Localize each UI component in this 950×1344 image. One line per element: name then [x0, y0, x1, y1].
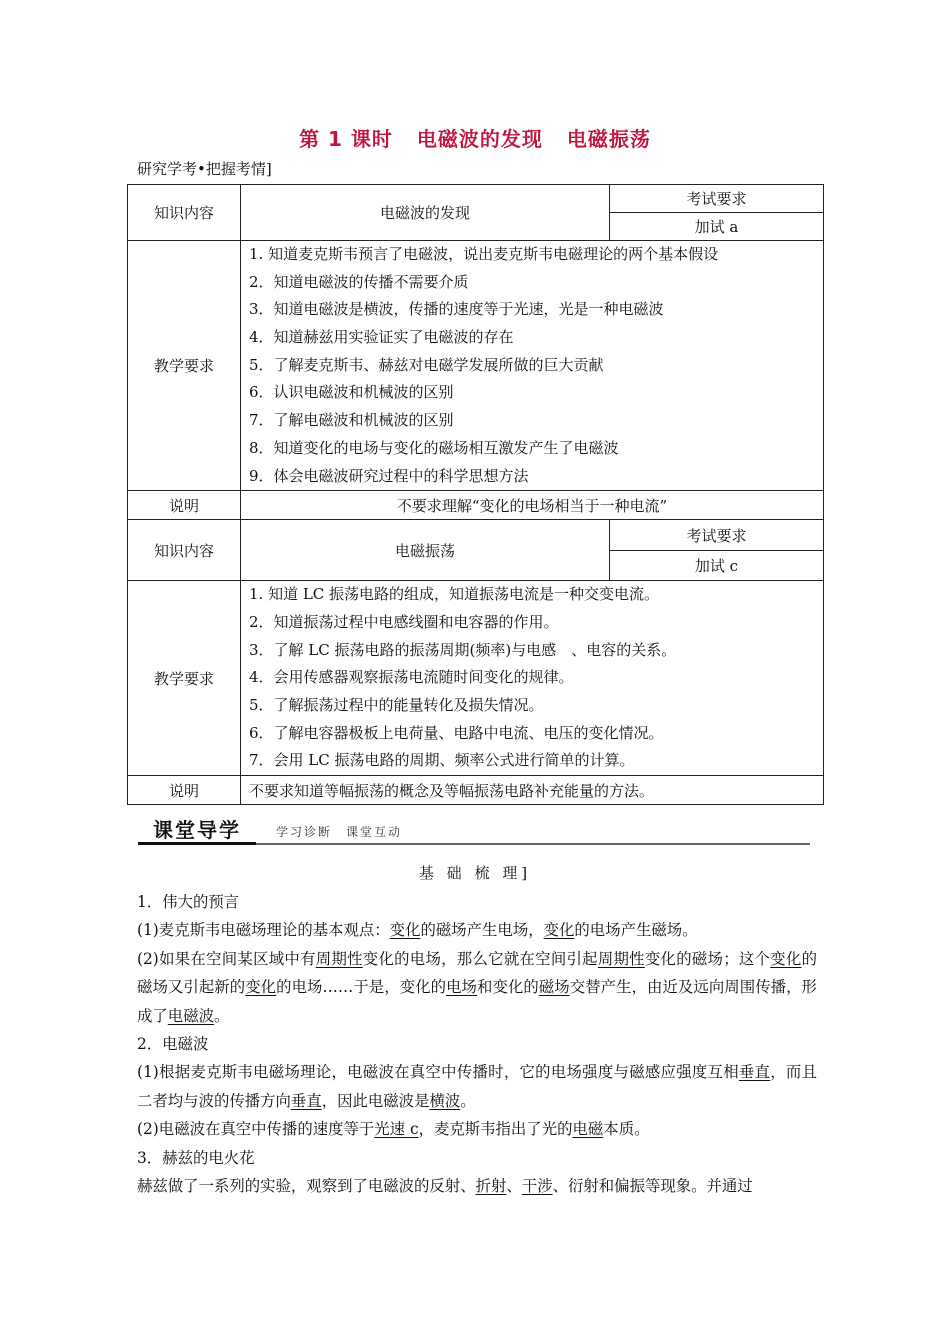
answer-blank: 变化 — [389, 921, 421, 940]
answer-blank: 光速 c — [374, 1120, 419, 1139]
section-rule — [256, 843, 810, 845]
basics-heading: 基 础 梳 理] — [418, 864, 532, 882]
teach-item: 7．了解电磁波和机械波的区别 — [249, 411, 454, 430]
teach-list-2 — [241, 581, 824, 776]
teach-item: 7．会用 LC 振荡电路的周期、频率公式进行简单的计算。 — [249, 751, 635, 770]
paragraph-2: (2)如果在空间某区域中有周期性变化的电场，那么它就在空间引起周期性变化的磁场；这个变化的磁场又引起新的变化的电场……于是，变化的电场和变化的磁场交替产生，由近及远向周围传播，形成了电磁波。 — [137, 949, 817, 1025]
teach-item: 5．了解振荡过程中的能量转化及损失情况。 — [249, 695, 544, 714]
body-text — [137, 888, 817, 1200]
answer-blank: 电磁波 — [167, 1006, 214, 1025]
requirements-table — [127, 184, 824, 805]
exam-value-1: 加试 a — [610, 213, 824, 241]
knowledge-value-2: 电磁振荡 — [241, 520, 610, 581]
teach-item: 5．了解麦克斯韦、赫兹对电磁学发展所做的巨大贡献 — [249, 355, 604, 374]
teach-item: 3．知道电磁波是横波，传播的速度等于光速，光是一种电磁波 — [249, 300, 664, 319]
heading-3: 3．赫兹的电火花 — [137, 1148, 255, 1167]
section-badge-underline — [138, 842, 256, 845]
knowledge-label-1: 知识内容 — [128, 185, 241, 241]
note-label-2: 说明 — [128, 776, 241, 805]
answer-blank: 变化 — [770, 949, 802, 968]
teach-item: 1. 知道麦克斯韦预言了电磁波，说出麦克斯韦电磁理论的两个基本假设 — [249, 245, 719, 263]
paragraph-4: (2)电磁波在真空中传播的速度等于光速 c，麦克斯韦指出了光的电磁本质。 — [137, 1120, 650, 1139]
teach-list-1 — [241, 241, 824, 491]
answer-blank: 周期性 — [597, 949, 645, 968]
answer-blank: 电场 — [446, 978, 477, 997]
teach-item: 8．知道变化的电场与变化的磁场相互激发产生了电磁波 — [249, 438, 619, 457]
teach-item: 2．知道电磁波的传播不需要介质 — [249, 272, 469, 291]
answer-blank: 折射 — [475, 1177, 507, 1196]
teach-item: 2．知道振荡过程中电感线圈和电容器的作用。 — [249, 612, 559, 631]
section-badge: 课堂导学 — [138, 818, 256, 842]
teach-item: 9．体会电磁波研究过程中的科学思想方法 — [249, 466, 529, 485]
title-lesson-number: 第 1 课时 — [299, 127, 393, 151]
teach-item: 3．了解 LC 振荡电路的振荡周期(频率)与电感 、电容的关系。 — [249, 640, 677, 659]
heading-1: 1．伟大的预言 — [137, 893, 240, 911]
teach-item: 4．知道赫兹用实验证实了电磁波的存在 — [249, 328, 514, 347]
section-subtitle: 学习诊断 课堂互动 — [276, 825, 403, 839]
exam-value-2: 加试 c — [610, 551, 824, 581]
teach-item: 6．认识电磁波和机械波的区别 — [249, 383, 454, 402]
teach-item: 6．了解电容器极板上电荷量、电路中电流、电压的变化情况。 — [249, 723, 664, 742]
teach-label-2: 教学要求 — [128, 581, 241, 776]
teach-item: 4．会用传感器观察振荡电流随时间变化的规律。 — [249, 668, 574, 687]
title-topic-2: 电磁振荡 — [566, 127, 651, 151]
title-topic-1: 电磁波的发现 — [416, 127, 543, 151]
exam-label-2: 考试要求 — [610, 520, 824, 551]
answer-blank: 周期性 — [315, 949, 363, 968]
answer-blank: 变化 — [245, 978, 277, 997]
knowledge-value-1: 电磁波的发现 — [241, 185, 610, 241]
teach-label-1: 教学要求 — [128, 241, 241, 491]
section-banner — [138, 818, 810, 846]
answer-blank: 电磁 — [572, 1120, 604, 1139]
answer-blank: 垂直 — [738, 1063, 771, 1082]
paragraph-5: 赫兹做了一系列的实验，观察到了电磁波的反射、折射、干涉、衍射和偏振等现象。并通过 — [137, 1177, 753, 1196]
answer-blank: 垂直 — [290, 1091, 322, 1110]
answer-blank: 横波 — [429, 1091, 461, 1110]
exam-label-1: 考试要求 — [610, 185, 824, 213]
answer-blank: 变化 — [543, 921, 575, 940]
lesson-title — [0, 123, 950, 152]
note-value-1: 不要求理解“变化的电场相当于一种电流” — [241, 491, 824, 520]
paragraph-1: (1)麦克斯韦电磁场理论的基本观点：变化的磁场产生电场，变化的电场产生磁场。 — [137, 921, 698, 940]
answer-blank: 磁场 — [538, 978, 570, 997]
teach-item: 1. 知道 LC 振荡电路的组成，知道振荡电流是一种交变电流。 — [249, 585, 660, 604]
subhead: 研究学考•把握考情] — [137, 160, 272, 178]
knowledge-label-2: 知识内容 — [128, 520, 241, 581]
paragraph-3: (1)根据麦克斯韦电磁场理论，电磁波在真空中传播时，它的电场强度与磁感应强度互相垂直，而且二者均与波的传播方向垂直，因此电磁波是横波。 — [137, 1063, 817, 1110]
note-label-1: 说明 — [128, 491, 241, 520]
answer-blank: 干涉 — [521, 1177, 553, 1196]
heading-2: 2．电磁波 — [137, 1035, 209, 1054]
note-value-2: 不要求知道等幅振荡的概念及等幅振荡电路补充能量的方法。 — [241, 776, 824, 805]
